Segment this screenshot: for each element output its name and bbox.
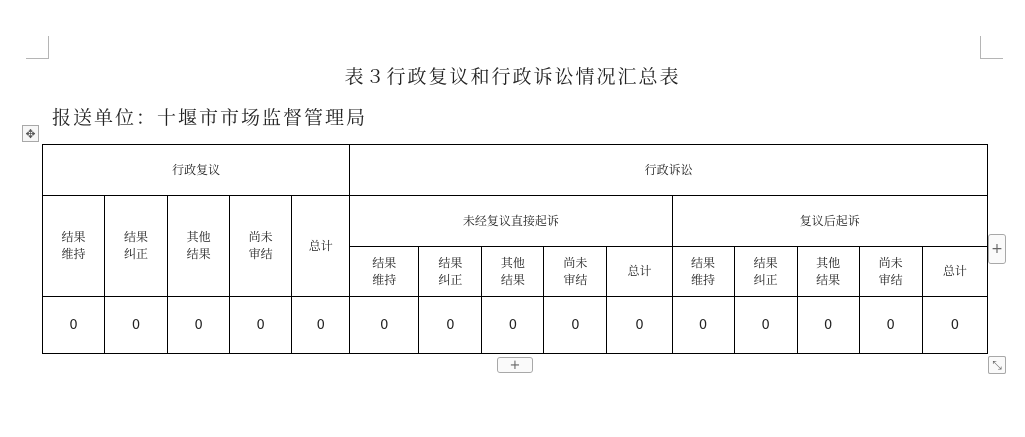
crop-mark-top-left: [26, 36, 49, 59]
table-cell[interactable]: 0: [482, 297, 544, 354]
header-after-review-suit: 复议后起诉: [672, 196, 987, 247]
col-direct-total: 总计: [607, 247, 672, 297]
col-review-pending: 尚未审结: [230, 196, 292, 297]
table-row: [43, 297, 988, 354]
page-title: 表３行政复议和行政诉讼情况汇总表: [344, 66, 681, 88]
table-cell[interactable]: 0: [43, 297, 105, 354]
header-direct-suit: 未经复议直接起诉: [350, 196, 672, 247]
add-row-button[interactable]: +: [988, 234, 1006, 264]
col-after-other: 其他结果: [797, 247, 859, 297]
col-direct-corrected: 结果纠正: [419, 247, 482, 297]
col-direct-other: 其他结果: [482, 247, 544, 297]
table-cell[interactable]: 0: [419, 297, 482, 354]
table-resize-icon[interactable]: ⤡: [988, 356, 1006, 374]
col-after-pending: 尚未审结: [859, 247, 922, 297]
table-cell[interactable]: 0: [230, 297, 292, 354]
col-direct-pending: 尚未审结: [544, 247, 607, 297]
table-cell[interactable]: 0: [607, 297, 672, 354]
col-direct-maintained: 结果维持: [350, 247, 419, 297]
table-cell[interactable]: 0: [168, 297, 230, 354]
table-move-icon[interactable]: ✥: [22, 125, 39, 142]
table-cell[interactable]: 0: [797, 297, 859, 354]
col-review-maintained: 结果维持: [43, 196, 105, 297]
summary-table: [42, 144, 988, 354]
col-review-total: 总计: [292, 196, 350, 297]
table-cell[interactable]: 0: [672, 297, 734, 354]
table-cell[interactable]: 0: [734, 297, 797, 354]
table-cell[interactable]: 0: [105, 297, 168, 354]
header-admin-litigation: 行政诉讼: [350, 145, 988, 196]
table-cell[interactable]: 0: [350, 297, 419, 354]
reporting-unit: 报送单位：十堰市市场监督管理局: [52, 107, 368, 129]
crop-mark-top-right: [980, 36, 1003, 59]
col-after-total: 总计: [922, 247, 987, 297]
col-review-other: 其他结果: [168, 196, 230, 297]
col-after-corrected: 结果纠正: [734, 247, 797, 297]
table-cell[interactable]: 0: [922, 297, 987, 354]
table-cell[interactable]: 0: [859, 297, 922, 354]
header-admin-review: 行政复议: [43, 145, 350, 196]
table-cell[interactable]: 0: [544, 297, 607, 354]
add-column-button[interactable]: +: [497, 357, 533, 373]
col-after-maintained: 结果维持: [672, 247, 734, 297]
col-review-corrected: 结果纠正: [105, 196, 168, 297]
table-cell[interactable]: 0: [292, 297, 350, 354]
